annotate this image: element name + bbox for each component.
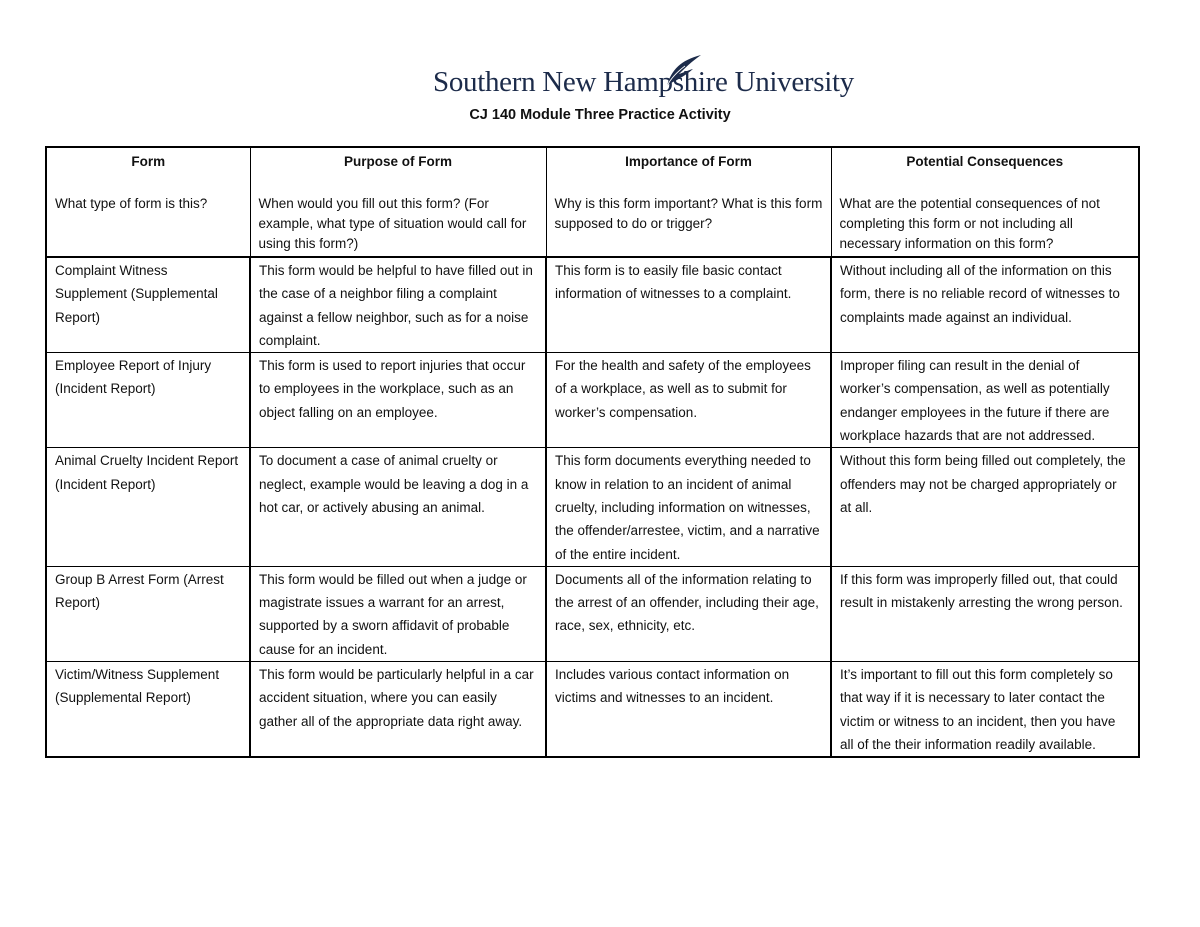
feather-icon — [645, 52, 705, 92]
table-row — [46, 353, 1139, 448]
forms-table — [45, 146, 1140, 758]
consequences-cell: If this form was improperly filled out, that could result in mistakenly arresting the wrong person. — [831, 566, 1139, 661]
document-title: CJ 140 Module Three Practice Activity — [469, 107, 731, 123]
form-cell: Animal Cruelty Incident Report (Incident Report) — [46, 448, 250, 566]
importance-cell: Documents all of the information relating to the arrest of an offender, including their age, race, sex, ethnicity, etc. — [546, 566, 831, 661]
column-header-consequences: Potential Consequences What are the potential consequences of not completing this form or not including all necessary information on this form? — [831, 147, 1139, 257]
purpose-cell: This form would be particularly helpful in a car accident situation, where you can easily gather all of the appropriate data right away. — [250, 662, 546, 758]
importance-cell: Includes various contact information on victims and witnesses to an incident. — [546, 662, 831, 758]
table-row — [46, 566, 1139, 661]
column-header-form: Form What type of form is this? — [46, 147, 250, 257]
form-cell: Employee Report of Injury (Incident Report) — [46, 353, 250, 448]
form-cell: Group B Arrest Form (Arrest Report) — [46, 566, 250, 661]
purpose-cell: This form would be filled out when a judge or magistrate issues a warrant for an arrest, supported by a sworn affidavit of probable cause for an incident. — [250, 566, 546, 661]
table-row — [46, 448, 1139, 566]
consequences-cell: It’s important to fill out this form completely so that way if it is necessary to later contact the victim or witness to an incident, then you have all of the their information readily available. — [831, 662, 1139, 758]
importance-cell: This form documents everything needed to know in relation to an incident of animal cruelty, including information on witnesses, the offender/arrestee, victim, and a narrative of the entire incident. — [546, 448, 831, 566]
purpose-cell: To document a case of animal cruelty or neglect, example would be leaving a dog in a hot car, or actively abusing an animal. — [250, 448, 546, 566]
header-row — [46, 147, 1139, 257]
university-name: Southern New Hampshire University — [433, 66, 854, 98]
form-cell: Victim/Witness Supplement (Supplemental Report) — [46, 662, 250, 758]
form-cell: Complaint Witness Supplement (Supplemental Report) — [46, 257, 250, 353]
consequences-cell: Without this form being filled out completely, the offenders may not be charged appropriately or at all. — [831, 448, 1139, 566]
importance-cell: This form is to easily file basic contact information of witnesses to a complaint. — [546, 257, 831, 353]
purpose-cell: This form is used to report injuries that occur to employees in the workplace, such as an object falling on an employee. — [250, 353, 546, 448]
consequences-cell: Without including all of the information on this form, there is no reliable record of witnesses to complaints made against an individual. — [831, 257, 1139, 353]
column-header-importance: Importance of Form Why is this form important? What is this form supposed to do or trigger? — [546, 147, 831, 257]
table-row — [46, 662, 1139, 758]
purpose-cell: This form would be helpful to have filled out in the case of a neighbor filing a complaint against a fellow neighbor, such as for a noise complaint. — [250, 257, 546, 353]
importance-cell: For the health and safety of the employees of a workplace, as well as to submit for worker’s compensation. — [546, 353, 831, 448]
consequences-cell: Improper filing can result in the denial of worker’s compensation, as well as potentially endanger employees in the future if there are workplace hazards that are not addressed. — [831, 353, 1139, 448]
university-logo — [433, 52, 854, 102]
column-header-purpose: Purpose of Form When would you fill out this form? (For example, what type of situation would call for using this form?) — [250, 147, 546, 257]
table-row — [46, 257, 1139, 353]
